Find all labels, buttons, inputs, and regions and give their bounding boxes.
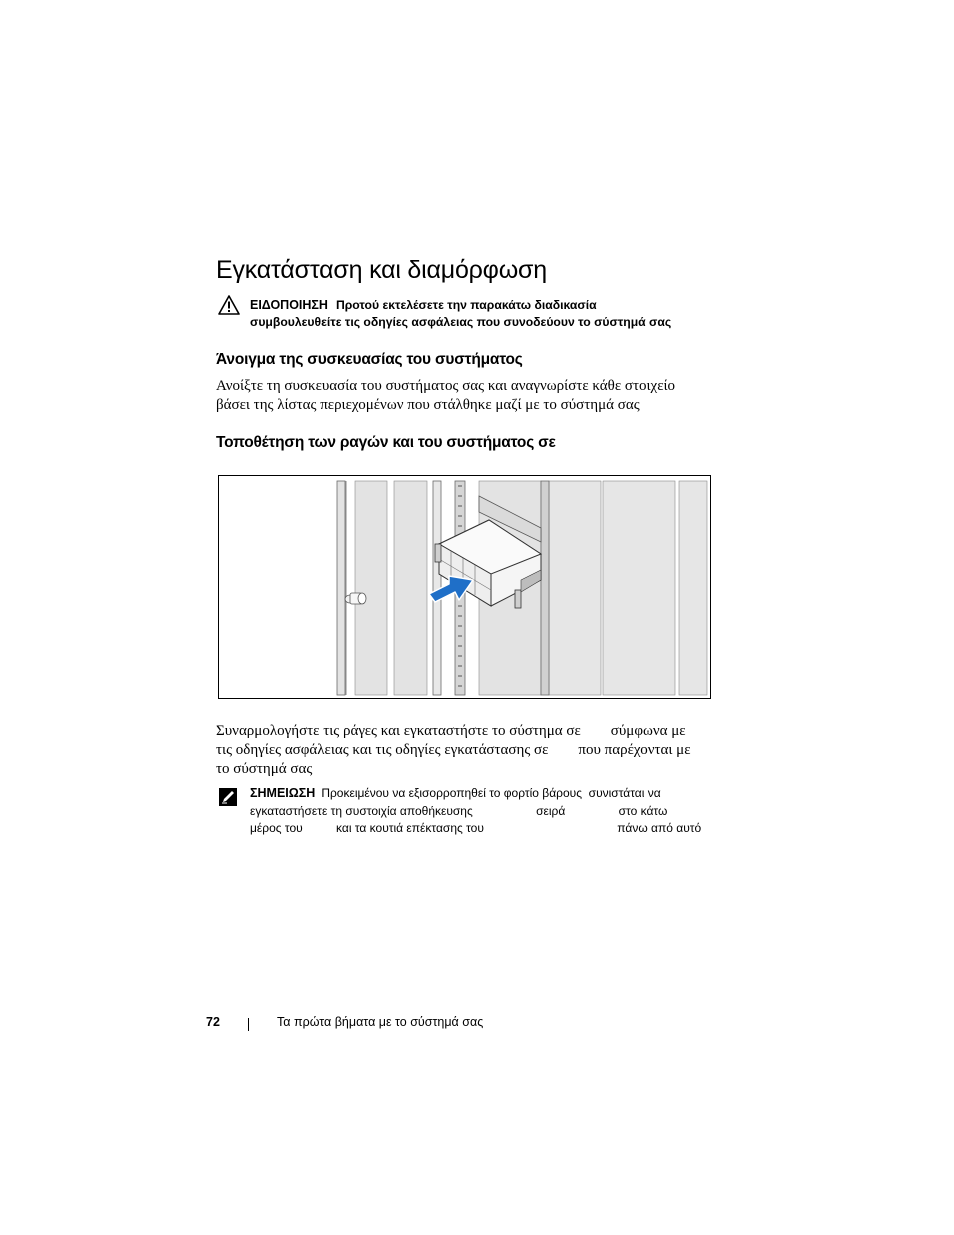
page-title: Εγκατάσταση και διαμόρφωση <box>216 256 547 284</box>
note-line-1: Προκειμένου να εξισορροπηθεί το φορτίο βάρους συνιστάται να <box>321 786 661 800</box>
note-text <box>250 785 720 838</box>
page-footer <box>0 1015 954 1035</box>
body-line: Συναρμολογήστε τις ράγες και εγκαταστήστε το σύστημα σε σύμφωνα με <box>216 723 686 739</box>
warning-line-2: συμβουλευθείτε τις οδηγίες ασφάλειας που συνοδεύουν το σύστημά σας <box>250 315 672 329</box>
rack-installation-figure <box>218 475 711 699</box>
rack-installation-illustration <box>219 476 711 699</box>
note-line-3: μέρος του και τα κουτιά επέκτασης του πάνω από αυτό <box>250 821 702 835</box>
note-label: ΣΗΜΕΙΩΣΗ <box>250 786 316 800</box>
section-heading-unpack: Άνοιγμα της συσκευασίας του συστήματος <box>216 351 523 368</box>
section-heading-rails: Τοποθέτηση των ραγών και του συστήματος σε <box>216 434 556 451</box>
note-line-2: εγκαταστήσετε τη συστοιχία αποθήκευσης σειρά στο κάτω <box>250 803 668 818</box>
body-line: τις οδηγίες ασφάλειας και τις οδηγίες εγκατάστασης σε που παρέχονται με <box>216 742 691 758</box>
section-body-unpack <box>216 377 716 415</box>
section-body-rails <box>216 722 716 779</box>
warning-label: ΕΙΔΟΠΟΙΗΣΗ <box>250 298 328 312</box>
footer-title: Τα πρώτα βήματα με το σύστημά σας <box>277 1015 484 1029</box>
body-line: Ανοίξτε τη συσκευασία του συστήματος σας και αναγνωρίστε κάθε στοιχείο <box>216 378 676 394</box>
warning-line-1: Προτού εκτελέσετε την παρακάτω διαδικασία <box>335 298 597 312</box>
page-number: 72 <box>206 1015 220 1029</box>
footer-divider <box>248 1018 249 1031</box>
warning-triangle-icon <box>218 295 240 315</box>
warning-text <box>250 297 720 331</box>
body-line: βάσει της λίστας περιεχομένων που στάλθηκε μαζί με το σύστημά σας <box>216 397 640 413</box>
rail-thumbscrew <box>345 593 366 604</box>
note-pencil-icon <box>218 787 238 807</box>
body-line: το σύστημά σας <box>216 761 313 777</box>
